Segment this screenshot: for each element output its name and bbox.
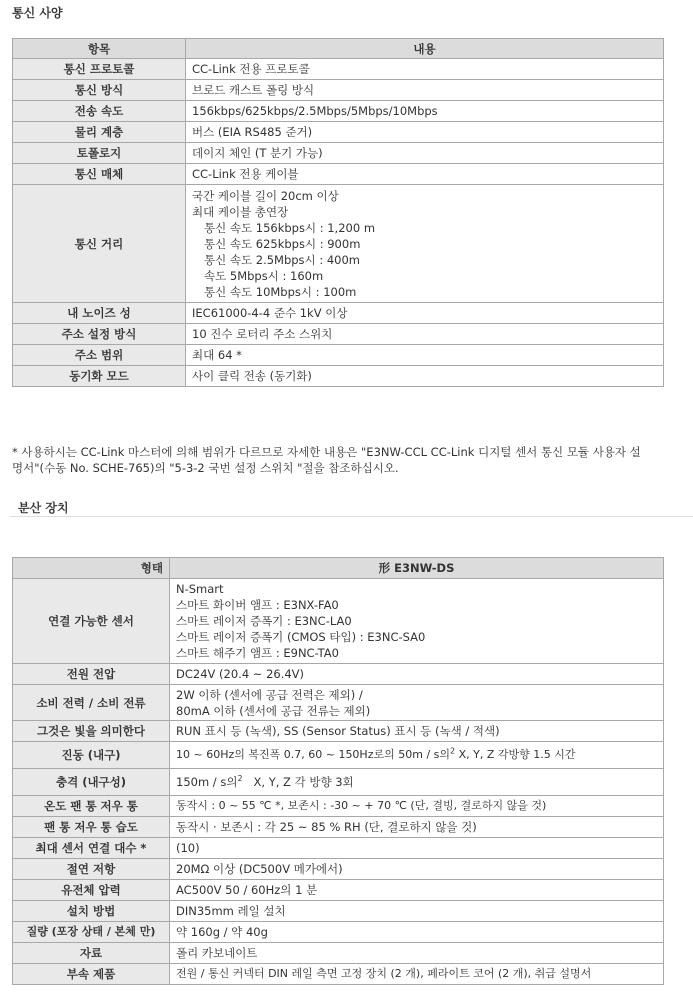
header-type: 형태 bbox=[13, 558, 170, 579]
row-label: 통신 방식 bbox=[13, 80, 186, 101]
row-value: RUN 표시 등 (녹색), SS (Sensor Status) 표시 등 (녹색 / 적색) bbox=[170, 721, 664, 742]
row-value: DIN35mm 레일 설치 bbox=[170, 901, 664, 922]
table-row bbox=[13, 880, 664, 901]
table-row bbox=[13, 742, 664, 769]
row-label: 주소 범위 bbox=[13, 345, 186, 366]
value-line: 스마트 화이버 앰프 : E3NX-FA0 bbox=[176, 598, 339, 612]
value-line: 통신 속도 625kbps시 : 900m bbox=[204, 236, 361, 251]
table-row bbox=[13, 59, 664, 80]
row-label: 온도 팬 통 저우 통 bbox=[13, 796, 170, 817]
row-value: 버스 (EIA RS485 준거) bbox=[186, 122, 664, 143]
table-row bbox=[13, 164, 664, 185]
value-line: 속도 5Mbps시 : 160m bbox=[204, 268, 324, 283]
row-label: 전원 전압 bbox=[13, 664, 170, 685]
row-value: 브로드 캐스트 폴링 방식 bbox=[186, 80, 664, 101]
row-label: 질량 (포장 상태 / 본체 만) bbox=[13, 922, 170, 943]
section-title-comm-spec: 통신 사양 bbox=[12, 6, 63, 20]
table-row bbox=[13, 80, 664, 101]
table-row bbox=[13, 122, 664, 143]
row-value: IEC61000-4-4 준수 1kV 이상 bbox=[186, 303, 664, 324]
header-content: 내용 bbox=[186, 39, 664, 59]
row-label: 내 노이즈 성 bbox=[13, 303, 186, 324]
footnote-line: 명서"(수동 No. SCHE-765)의 "5-3-2 국번 설정 스위치 "절을 참조하십시오. bbox=[12, 461, 399, 475]
row-label: 통신 프로토콜 bbox=[13, 59, 186, 80]
table-row bbox=[13, 859, 664, 880]
table-row bbox=[13, 922, 664, 943]
value-line: 통신 속도 156kbps시 : 1,200 m bbox=[204, 220, 376, 235]
row-value bbox=[170, 742, 664, 769]
header-model: 形 E3NW-DS bbox=[170, 558, 664, 579]
row-label: 전송 속도 bbox=[13, 101, 186, 122]
footnote-line: * 사용하시는 CC-Link 마스터에 의해 범위가 다르므로 자세한 내용은 "E3NW-CCL CC-Link 디지털 센서 통신 모듈 사용자 설 bbox=[12, 445, 641, 459]
value-line: N-Smart bbox=[176, 582, 224, 596]
row-value: 최대 64 * bbox=[186, 345, 664, 366]
table-row bbox=[13, 901, 664, 922]
value-line: 2W 이하 (센서에 공급 전력은 제외) / bbox=[176, 687, 363, 702]
value-line: 스마트 레이저 증폭기 : E3NC-LA0 bbox=[176, 614, 352, 628]
row-label: 물리 계층 bbox=[13, 122, 186, 143]
row-label: 그것은 빛을 의미한다 bbox=[13, 721, 170, 742]
row-value bbox=[186, 185, 664, 303]
table-row bbox=[13, 664, 664, 685]
row-value: 데이지 체인 (T 분기 가능) bbox=[186, 143, 664, 164]
row-value bbox=[170, 769, 664, 796]
row-value: 동작시 : 0 ~ 55 ℃ *, 보존시 : -30 ~ + 70 ℃ (단, 결빙, 결로하지 않을 것) bbox=[170, 796, 664, 817]
row-value: (10) bbox=[170, 838, 664, 859]
distributed-unit-table bbox=[12, 557, 664, 985]
row-label: 토폴로지 bbox=[13, 143, 186, 164]
table-row bbox=[13, 964, 664, 985]
table-header-row bbox=[13, 39, 664, 59]
value-line: 80mA 이하 (센서에 공급 전류는 제외) bbox=[176, 703, 371, 718]
row-label: 소비 전력 / 소비 전류 bbox=[13, 685, 170, 721]
row-value: 사이 클릭 전송 (동기화) bbox=[186, 366, 664, 387]
vibration-text: 10 ~ 60Hz의 복진폭 0.7, 60 ~ 150Hz로의 50m / s의 bbox=[176, 748, 450, 761]
table-row bbox=[13, 303, 664, 324]
row-label: 절연 저항 bbox=[13, 859, 170, 880]
superscript: 2 bbox=[237, 774, 243, 784]
shock-text-tail: X, Y, Z 각 방향 3회 bbox=[242, 775, 354, 789]
row-label: 자료 bbox=[13, 943, 170, 964]
table-row bbox=[13, 143, 664, 164]
table-row bbox=[13, 324, 664, 345]
value-line: 국간 케이블 길이 20cm 이상 bbox=[192, 188, 339, 203]
row-value: 10 진수 로터리 주소 스위치 bbox=[186, 324, 664, 345]
vibration-text-tail: X, Y, Z 각방향 1.5 시간 bbox=[455, 748, 576, 761]
value-line: 통신 속도 10Mbps시 : 100m bbox=[204, 284, 357, 299]
comm-spec-table bbox=[12, 38, 664, 387]
table-row bbox=[13, 345, 664, 366]
section-title-distributed-unit: 분산 장치 bbox=[18, 501, 69, 515]
table-row bbox=[13, 366, 664, 387]
row-label: 설치 방법 bbox=[13, 901, 170, 922]
row-value: 폴리 카보네이트 bbox=[170, 943, 664, 964]
row-label: 팬 통 저우 통 습도 bbox=[13, 817, 170, 838]
row-label: 통신 거리 bbox=[13, 185, 186, 303]
row-label: 동기화 모드 bbox=[13, 366, 186, 387]
value-line: 스마트 해주기 앰프 : E9NC-TA0 bbox=[176, 646, 339, 660]
row-label: 유전체 압력 bbox=[13, 880, 170, 901]
row-label: 최대 센서 연결 대수 * bbox=[13, 838, 170, 859]
table-header-row bbox=[13, 558, 664, 579]
row-value: 156kbps/625kbps/2.5Mbps/5Mbps/10Mbps bbox=[186, 101, 664, 122]
row-value: AC500V 50 / 60Hz의 1 분 bbox=[170, 880, 664, 901]
row-value: 전원 / 통신 커넥터 DIN 레일 측면 고정 장치 (2 개), 페라이트 코어 (2 개), 취급 설명서 bbox=[170, 964, 664, 985]
row-value: CC-Link 전용 프로토콜 bbox=[186, 59, 664, 80]
row-label: 충격 (내구성) bbox=[13, 769, 170, 796]
table-row bbox=[13, 579, 664, 664]
table-row bbox=[13, 685, 664, 721]
row-label: 연결 가능한 센서 bbox=[13, 579, 170, 664]
row-value: 약 160g / 약 40g bbox=[170, 922, 664, 943]
row-value: 20MΩ 이상 (DC500V 메가에서) bbox=[170, 859, 664, 880]
shock-text: 150m / s의 bbox=[176, 775, 238, 789]
table-row bbox=[13, 101, 664, 122]
row-value: CC-Link 전용 케이블 bbox=[186, 164, 664, 185]
section-divider bbox=[10, 516, 693, 517]
table-row bbox=[13, 838, 664, 859]
row-value: DC24V (20.4 ~ 26.4V) bbox=[170, 664, 664, 685]
table-row bbox=[13, 769, 664, 796]
row-label: 진동 (내구) bbox=[13, 742, 170, 769]
table-row bbox=[13, 185, 664, 303]
header-item: 항목 bbox=[13, 39, 186, 59]
value-line: 스마트 레이저 증폭기 (CMOS 타입) : E3NC-SA0 bbox=[176, 630, 426, 644]
superscript: 2 bbox=[450, 746, 456, 756]
value-line: 최대 케이블 총연장 bbox=[192, 204, 289, 219]
value-line: 통신 속도 2.5Mbps시 : 400m bbox=[204, 252, 360, 267]
table-row bbox=[13, 817, 664, 838]
table-row bbox=[13, 796, 664, 817]
row-value: 동작시 · 보존시 : 각 25 ~ 85 % RH (단, 결로하지 않을 것) bbox=[170, 817, 664, 838]
row-value bbox=[170, 579, 664, 664]
table-row bbox=[13, 943, 664, 964]
row-label: 부속 제품 bbox=[13, 964, 170, 985]
row-value bbox=[170, 685, 664, 721]
table-row bbox=[13, 721, 664, 742]
row-label: 주소 설정 방식 bbox=[13, 324, 186, 345]
footnote bbox=[12, 444, 682, 476]
row-label: 통신 매체 bbox=[13, 164, 186, 185]
